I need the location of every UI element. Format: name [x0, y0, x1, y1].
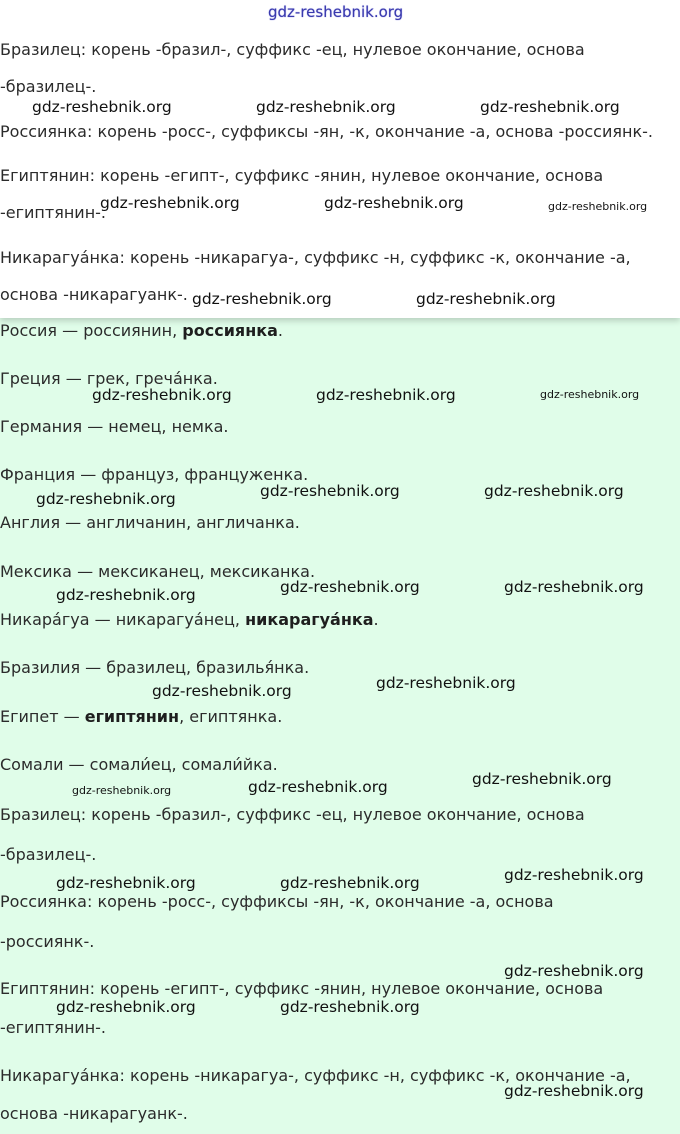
male-form: бразилец: [106, 658, 186, 677]
country-name: Сомали: [0, 755, 64, 774]
watermark: gdz-reshebnik.org: [324, 194, 464, 212]
watermark: gdz-reshebnik.org: [416, 290, 556, 308]
male-form: француз: [101, 465, 175, 484]
female-form: никарагуа́нка: [245, 610, 374, 629]
watermark: gdz-reshebnik.org: [72, 784, 172, 797]
watermark: gdz-reshebnik.org: [36, 490, 176, 508]
top-line: Бразилец: корень -бразил-, суффикс -ец, нулевое окончание, основа: [0, 40, 585, 59]
pair-line: Никара́гуа — никарагуа́нец, никарагуа́нка.: [0, 610, 379, 629]
country-name: Франция: [0, 465, 76, 484]
male-form: египтянин: [84, 707, 180, 726]
watermark: gdz-reshebnik.org: [504, 1082, 644, 1100]
watermark: gdz-reshebnik.org: [56, 874, 196, 892]
watermark: gdz-reshebnik.org: [504, 866, 644, 884]
female-form: бразилья́нка: [196, 658, 305, 677]
analysis-line: основа -никарагуанк-.: [0, 1104, 188, 1123]
watermark: gdz-reshebnik.org: [376, 674, 516, 692]
top-line: Россиянка: корень -росс-, суффиксы -ян, -к, окончание -а, основа -россиянк-.: [0, 122, 653, 141]
top-line: Египтянин: корень -египт-, суффикс -янин, нулевое окончание, основа: [0, 166, 604, 185]
male-form: немец: [108, 417, 162, 436]
analysis-line: Никарагуа́нка: корень -никарагуа-, суффикс -н, суффикс -к, окончание -а,: [0, 1066, 631, 1085]
female-form: мексиканка: [209, 562, 310, 581]
female-form: англичанка: [196, 513, 295, 532]
watermark: gdz-reshebnik.org: [56, 998, 196, 1016]
pair-line: Бразилия — бразилец, бразилья́нка.: [0, 658, 310, 677]
country-name: Бразилия: [0, 658, 81, 677]
pair-line: Мексика — мексиканец, мексиканка.: [0, 562, 316, 581]
male-form: никарагуа́нец: [115, 610, 235, 629]
analysis-line: -египтянин-.: [0, 1018, 107, 1037]
watermark: gdz-reshebnik.org: [480, 98, 620, 116]
watermark: gdz-reshebnik.org: [504, 578, 644, 596]
pair-line: Англия — англичанин, англичанка.: [0, 513, 300, 532]
top-line: -бразилец-.: [0, 77, 97, 96]
watermark: gdz-reshebnik.org: [152, 682, 292, 700]
female-form: греча́нка: [135, 369, 213, 388]
male-form: англичанин: [86, 513, 187, 532]
male-form: россиянин: [83, 321, 173, 340]
female-form: немка: [171, 417, 224, 436]
pair-line: Сомали — сомали́ец, сомали́йка.: [0, 755, 278, 774]
pair-line: Египет — египтянин, египтянка.: [0, 707, 283, 726]
country-name: Египет: [0, 707, 59, 726]
female-form: француженка: [184, 465, 304, 484]
watermark: gdz-reshebnik.org: [256, 98, 396, 116]
pair-line: Греция — грек, греча́нка.: [0, 369, 218, 388]
watermark: gdz-reshebnik.org: [316, 386, 456, 404]
watermark: gdz-reshebnik.org: [504, 962, 644, 980]
analysis-line: -бразилец-.: [0, 845, 97, 864]
analysis-line: -россиянк-.: [0, 932, 95, 951]
male-form: мексиканец: [98, 562, 200, 581]
country-name: Россия: [0, 321, 58, 340]
top-line: основа -никарагуанк-.: [0, 285, 188, 304]
watermark: gdz-reshebnik.org: [484, 482, 624, 500]
pair-line: Франция — француз, француженка.: [0, 465, 309, 484]
pair-line: Россия — россиянин, россиянка.: [0, 321, 283, 340]
watermark: gdz-reshebnik.org: [540, 388, 640, 401]
female-form: египтянка: [189, 707, 278, 726]
analysis-line: Египтянин: корень -египт-, суффикс -янин, нулевое окончание, основа: [0, 979, 604, 998]
female-form: россиянка: [182, 321, 278, 340]
watermark: gdz-reshebnik.org: [192, 290, 332, 308]
watermark: gdz-reshebnik.org: [92, 386, 232, 404]
male-form: сомали́ец: [89, 755, 172, 774]
watermark: gdz-reshebnik.org: [56, 586, 196, 604]
watermark: gdz-reshebnik.org: [32, 98, 172, 116]
analysis-line: Бразилец: корень -бразил-, суффикс -ец, нулевое окончание, основа: [0, 805, 585, 824]
country-name: Мексика: [0, 562, 72, 581]
country-name: Германия: [0, 417, 83, 436]
male-form: грек: [86, 369, 125, 388]
pair-line: Германия — немец, немка.: [0, 417, 229, 436]
top-line: Никарагуа́нка: корень -никарагуа-, суффикс -н, суффикс -к, окончание -а,: [0, 248, 631, 267]
watermark: gdz-reshebnik.org: [472, 770, 612, 788]
watermark: gdz-reshebnik.org: [548, 200, 648, 213]
watermark: gdz-reshebnik.org: [260, 482, 400, 500]
watermark: gdz-reshebnik.org: [280, 578, 420, 596]
country-name: Англия: [0, 513, 61, 532]
country-name: Никара́гуа: [0, 610, 90, 629]
watermark: gdz-reshebnik.org: [280, 874, 420, 892]
watermark: gdz-reshebnik.org: [100, 194, 240, 212]
top-line: -египтянин-.: [0, 203, 107, 222]
female-form: сомали́йка: [181, 755, 273, 774]
analysis-line: Россиянка: корень -росс-, суффиксы -ян, -к, окончание -а, основа: [0, 892, 554, 911]
watermark: gdz-reshebnik.org: [268, 3, 404, 21]
watermark: gdz-reshebnik.org: [280, 998, 420, 1016]
watermark: gdz-reshebnik.org: [248, 778, 388, 796]
country-name: Греция: [0, 369, 61, 388]
top-panel: [0, 0, 680, 318]
